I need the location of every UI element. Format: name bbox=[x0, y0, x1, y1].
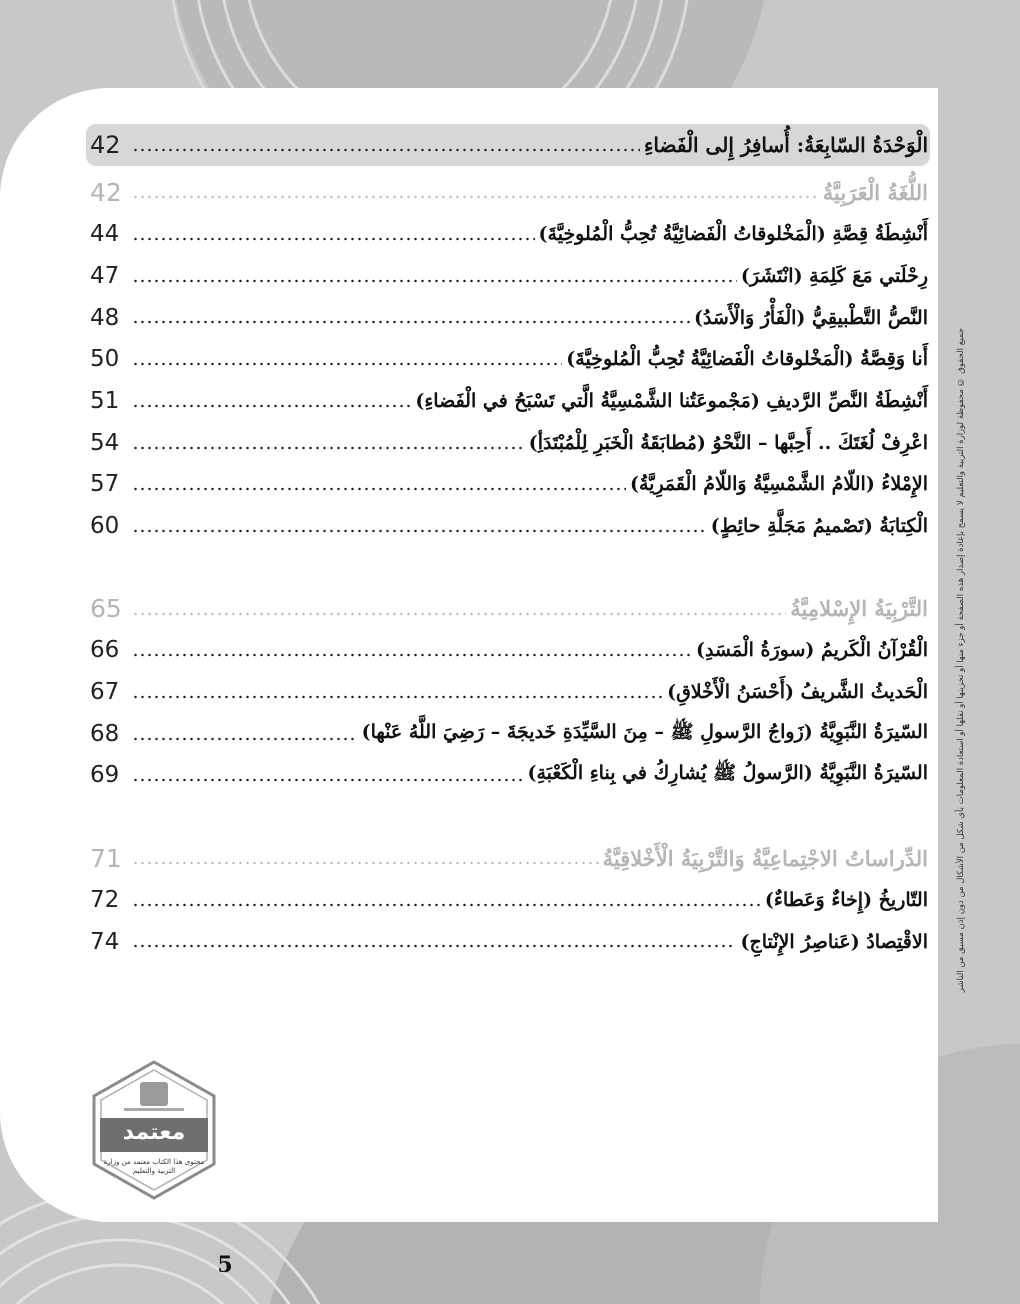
section-heading-social[interactable] bbox=[86, 837, 930, 879]
section-page: 71 bbox=[90, 843, 122, 873]
entry-title: الْحَديثُ الشَّريفُ (أَحْسَنُ الْأَخْلاقِ) bbox=[667, 681, 928, 704]
toc-entry[interactable] bbox=[86, 380, 930, 422]
section-page: 65 bbox=[90, 594, 122, 624]
toc-entry[interactable] bbox=[86, 630, 930, 672]
unit-title: الْوَحْدَةُ السّابِعَةُ: أُسافِرُ إِلى الْفَضاءِ bbox=[643, 132, 928, 157]
badge-label: معتمد bbox=[122, 1120, 186, 1145]
entry-page: 60 bbox=[90, 513, 120, 540]
leader-dots bbox=[132, 277, 737, 285]
entry-title: الْقُرْآنُ الْكَريمُ (سورَةُ الْمَسَدِ) bbox=[695, 639, 928, 662]
section-heading-islamic[interactable] bbox=[86, 588, 930, 630]
leader-dots bbox=[132, 318, 690, 326]
section-title: اللُّغَةُ الْعَرَبِيَّةُ bbox=[822, 180, 928, 206]
leader-dots bbox=[132, 444, 525, 452]
entry-page: 44 bbox=[90, 221, 120, 248]
toc-entry[interactable] bbox=[86, 255, 930, 297]
toc-entry[interactable] bbox=[86, 297, 930, 339]
entry-title: رِحْلَتي مَعَ كَلِمَةِ (انْتَشَرَ) bbox=[740, 264, 928, 287]
entry-title: النَّصُّ التَّطْبيقِيُّ (الْفَأْرُ وَالْأَسَدُ) bbox=[693, 306, 928, 329]
copyright-notice bbox=[946, 310, 976, 1010]
entry-page: 72 bbox=[90, 886, 120, 913]
section-page: 42 bbox=[90, 178, 122, 208]
copyright-text: جميع الحقوق © محفوظة لوزارة التربية والتعليم لا يسمح بإعادة إصدار هذه الصفحة أو جزء منها أو تخزينها أو نقلها أو استعادة المعلومات بأي شكل من الأشكال من دون إذن مسبق من الناشر bbox=[956, 327, 966, 993]
entry-page: 51 bbox=[90, 387, 120, 414]
entry-title: اعْرِفْ لُغَتَكَ .. أَحِبَّها – النَّحْوُ (مُطابَقَةُ الْخَبَرِ لِلْمُبْتَدَأِ) bbox=[528, 431, 928, 454]
toc-entry[interactable] bbox=[86, 879, 930, 921]
leader-dots bbox=[132, 146, 640, 154]
toc-entry[interactable] bbox=[86, 213, 930, 255]
toc-entry[interactable] bbox=[86, 713, 930, 755]
leader-dots bbox=[132, 610, 786, 618]
entry-page: 48 bbox=[90, 304, 120, 331]
toc-entry[interactable] bbox=[86, 422, 930, 464]
emblem-icon bbox=[140, 1082, 168, 1106]
entry-title: التّاريخُ (إِخاءٌ وَعَطاءٌ) bbox=[764, 888, 928, 911]
entry-title: الإِمْلاءُ (اللّامُ الشَّمْسِيَّةُ وَاللّامُ الْقَمَرِيَّةُ) bbox=[629, 473, 928, 496]
leader-dots bbox=[132, 651, 692, 659]
entry-page: 68 bbox=[90, 720, 120, 747]
entry-title: أَنا وَقِصَّةُ (الْمَخْلوقاتُ الْفَضائِيَّةُ تُحِبُّ الْمُلوخِيَّةَ) bbox=[566, 348, 928, 371]
entry-page: 74 bbox=[90, 928, 120, 955]
entry-page: 50 bbox=[90, 346, 120, 373]
entry-title: الْكِتابَةُ (تَصْميمُ مَجَلَّةِ حائِطٍ) bbox=[710, 515, 928, 538]
leader-dots bbox=[132, 735, 358, 743]
toc-entry[interactable] bbox=[86, 505, 930, 547]
entry-page: 67 bbox=[90, 679, 120, 706]
leader-dots bbox=[132, 693, 663, 701]
entry-page: 47 bbox=[90, 262, 120, 289]
entry-page: 66 bbox=[90, 637, 120, 664]
table-of-contents bbox=[86, 124, 930, 962]
leader-dots bbox=[132, 901, 761, 909]
leader-dots bbox=[132, 776, 523, 784]
toc-entry[interactable] bbox=[86, 921, 930, 963]
leader-dots bbox=[132, 402, 411, 410]
entry-title: الاقْتِصادُ (عَناصِرُ الإِنْتاجِ) bbox=[740, 930, 928, 953]
leader-dots bbox=[132, 360, 562, 368]
leader-dots bbox=[132, 859, 599, 867]
entry-title: السّيرَةُ النَّبَوِيَّةُ (الرَّسولُ ﷺ يُشارِكُ في بِناءِ الْكَعْبَةِ) bbox=[527, 762, 928, 785]
leader-dots bbox=[132, 193, 819, 201]
entry-page: 69 bbox=[90, 762, 120, 789]
section-spacer bbox=[86, 796, 930, 837]
approved-badge bbox=[90, 1060, 218, 1200]
toc-entry[interactable] bbox=[86, 755, 930, 797]
toc-entry[interactable] bbox=[86, 338, 930, 380]
toc-entry[interactable] bbox=[86, 671, 930, 713]
page-number: 5 bbox=[217, 1252, 233, 1278]
entry-title: أَنْشِطَةُ قِصَّةِ (الْمَخْلوقاتُ الْفَضائِيَّةُ تُحِبُّ الْمُلوخِيَّةَ) bbox=[538, 223, 928, 246]
toc-entry[interactable] bbox=[86, 464, 930, 506]
section-title: الدِّراساتُ الاجْتِماعِيَّةُ وَالتَّرْبِيَةُ الْأَخْلاقِيَّةُ bbox=[602, 845, 928, 871]
entry-page: 54 bbox=[90, 429, 120, 456]
leader-dots bbox=[132, 942, 736, 950]
badge-note: محتوى هذا الكتاب معتمد من وزارة التربية والتعليم bbox=[103, 1158, 205, 1175]
section-spacer bbox=[86, 547, 930, 588]
section-heading-arabic[interactable] bbox=[86, 172, 930, 214]
entry-title: أَنْشِطَةُ النَّصِّ الرَّديفِ (مَجْموعَتُنا الشَّمْسِيَّةُ الَّتي تَسْبَحُ في الْفَضاءِ) bbox=[415, 389, 928, 412]
leader-dots bbox=[132, 235, 535, 243]
section-title: التَّرْبِيَةُ الإِسْلامِيَّةُ bbox=[790, 596, 928, 622]
unit-title-row[interactable] bbox=[86, 124, 930, 166]
unit-page: 42 bbox=[90, 130, 121, 159]
entry-title: السّيرَةُ النَّبَوِيَّةُ (زَواجُ الرَّسولِ ﷺ – مِنَ السَّيِّدَةِ خَديجَةَ – رَضِيَ اللَّهُ عَنْها) bbox=[361, 720, 928, 743]
leader-dots bbox=[132, 485, 626, 493]
leader-dots bbox=[132, 527, 707, 535]
entry-page: 57 bbox=[90, 471, 120, 498]
